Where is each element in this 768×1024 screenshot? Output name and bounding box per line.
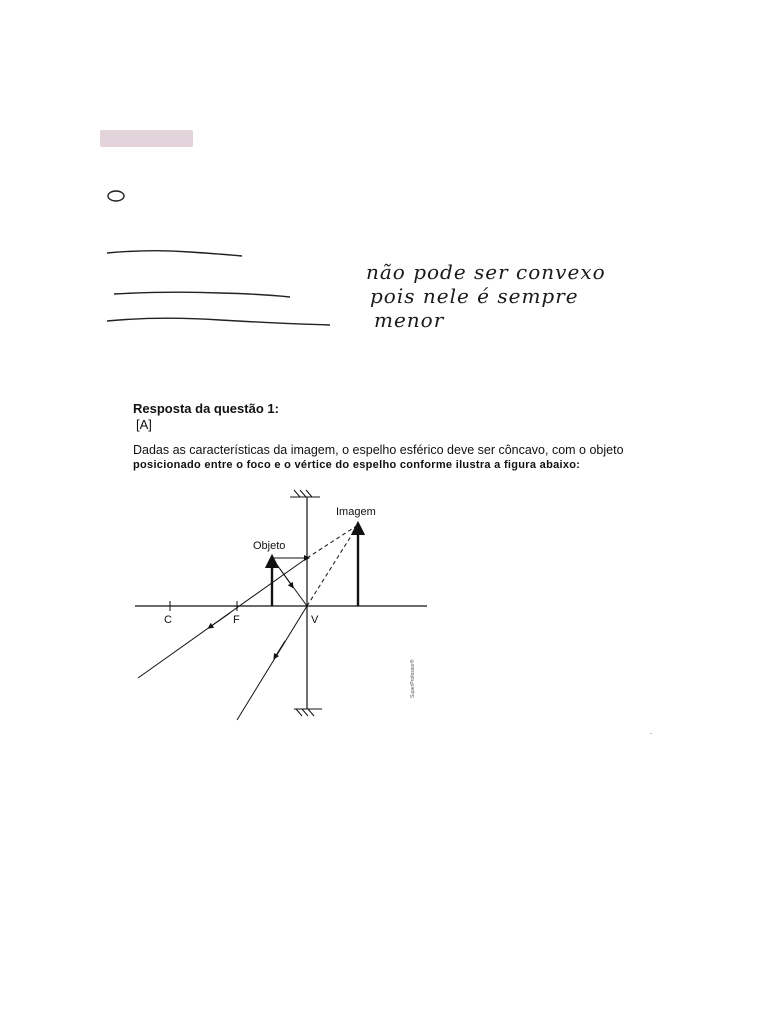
virtual-extension-1 [307, 525, 358, 558]
publisher-watermark: SuperProfessor® [410, 659, 416, 698]
focus-label: F [233, 614, 240, 626]
explanation-line: Dadas as características da imagem, o espelho esférico deve ser côncavo, com o objeto [133, 443, 624, 457]
ray-reflected-arrow [210, 613, 230, 627]
handwritten-line-3 [107, 318, 330, 325]
image-label: Imagem [336, 506, 376, 518]
handwritten-line-1 [107, 251, 242, 256]
ray-to-vertex-arrow [280, 569, 292, 586]
handwritten-note [366, 260, 656, 332]
vertex-label: V [311, 614, 319, 626]
stray-mark [650, 733, 652, 734]
handwritten-circle-mark [108, 191, 124, 201]
answer-choice: [A] [136, 417, 152, 432]
mirror-hatching-top [290, 490, 320, 497]
handwritten-note-line: não pode ser convexo [366, 260, 606, 284]
answer-heading: Resposta da questão 1: [133, 401, 279, 416]
handwritten-note-line: pois nele é sempre [370, 284, 579, 308]
ray-reflected-from-vertex [237, 606, 307, 720]
handwritten-note-line: menor [374, 308, 445, 332]
explanation-line: posicionado entre o foco e o vértice do espelho conforme ilustra a figura abaixo: [133, 459, 581, 471]
answer-explanation [133, 443, 663, 473]
mirror-hatching-bottom [294, 709, 322, 716]
handwritten-line-2 [114, 292, 290, 297]
concave-mirror-diagram [130, 485, 440, 725]
center-label: C [164, 614, 172, 626]
virtual-extension-2 [307, 525, 358, 606]
ray-vertex-reflect-arrow [275, 641, 285, 657]
object-label: Objeto [253, 540, 286, 552]
